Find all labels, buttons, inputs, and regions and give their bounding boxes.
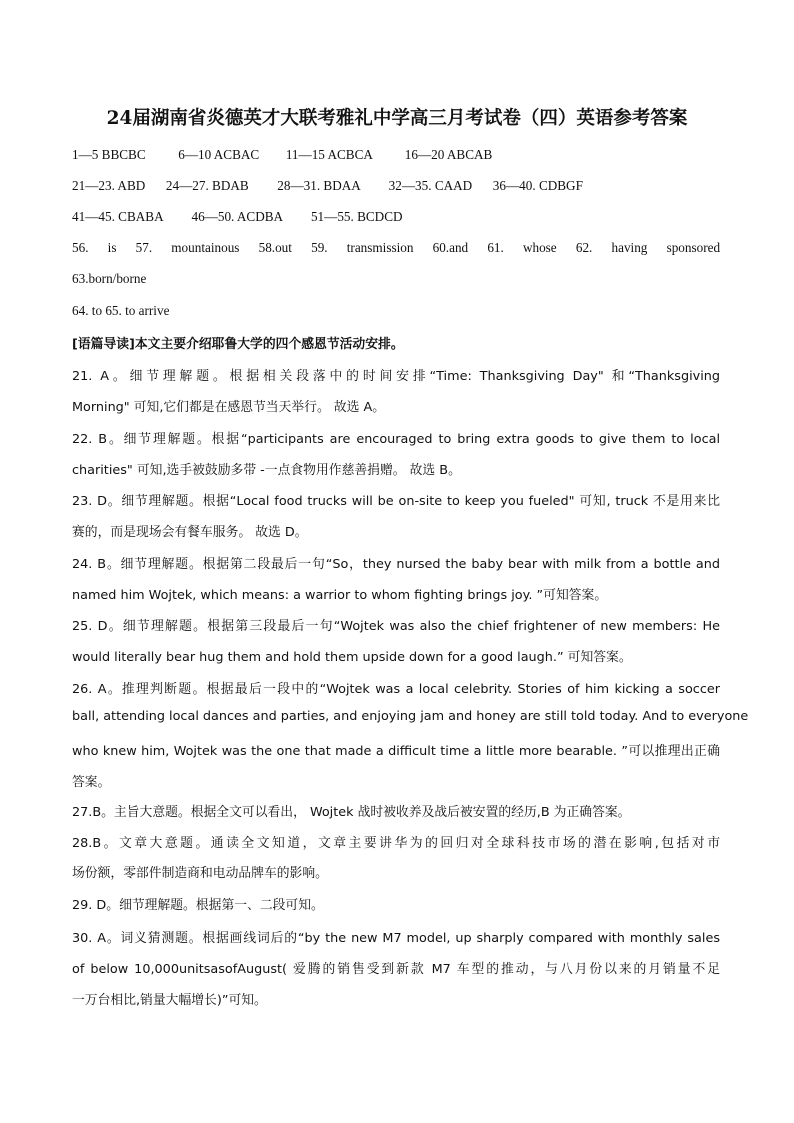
answer-group: 46—50. ACDBA [191,209,283,224]
explanation-1-line-2: Morning" 可知,它们都是在感恩节当天举行。 故选 A。 [72,400,386,415]
explanation-6-line-2: ball, attending local dances and parties, and enjoying jam and honey are still told today. And to everyone [72,709,749,724]
explanation-6-line-1: 26. A。推理判断题。根据最后一段中的“Wojtek was a local celebrity. Stories of him kicking a soccer [72,682,720,697]
explanation-8-line-1: 28.B。文章大意题。通读全文知道，文章主要讲华为的回归对全球科技市场的潜在影响,包括对市 [72,836,720,851]
answer-group: 16—20 ABCAB [404,147,493,162]
answer-row-1 [72,147,492,163]
explanation-1-line-1: 21. A。细节理解题。根据相关段落中的时间安排“Time: Thanksgiving Day" 和“Thanksgiving [72,369,720,384]
explanation-7-line-1: 27.B。主旨大意题。根据全文可以看出， Wojtek 战时被收养及战后被安置的经历,B 为正确答案。 [72,805,631,820]
answer-group: 36—40. CDBGF [492,178,583,193]
explanation-5-line-1: 25. D。细节理解题。根据第三段最后一句“Wojtek was also the chief frightener of new members: He [72,619,720,634]
answer-row-2 [72,178,583,194]
explanation-4-line-1: 24. B。细节理解题。根据第二段最后一句“So，they nursed the baby bear with milk from a bottle and [72,557,720,572]
explanation-6-line-4: 答案。 [72,775,111,790]
grammar-fill-line-1: 56. is 57. mountainous 58.out 59. transmission 60.and 61. whose 62. having sponsored [72,240,721,255]
explanation-9-line-1: 29. D。细节理解题。根据第一、二段可知。 [72,898,324,913]
explanation-2-line-2: charities" 可知,选手被鼓励多带 -一点食物用作慈善捐赠。 故选 B。 [72,463,461,478]
answer-group: 24—27. BDAB [165,178,249,193]
answer-group: 11—15 ACBCA [285,147,373,162]
answer-group: 21—23. ABD [72,178,146,193]
grammar-fill-line-3: 64. to 65. to arrive [72,303,170,318]
grammar-fill-line-2: 63.born/borne [72,271,147,286]
explanation-5-line-2: would literally bear hug them and hold them upside down for a good laugh.” 可知答案。 [72,650,632,665]
explanation-8-line-2: 场份额，零部件制造商和电动品牌车的影响。 [72,866,328,881]
answer-group: 28—31. BDAA [277,178,361,193]
passage-intro: [语篇导读]本文主要介绍耶鲁大学的四个感恩节活动安排。 [72,337,404,352]
explanation-6-line-3: who knew him, Wojtek was the one that made a difficult time a little more bearable. ”可以推理出正确 [72,744,720,759]
explanation-10-line-1: 30. A。词义猜测题。根据画线词后的“by the new M7 model, up sharply compared with monthly sales [72,931,720,946]
document-title: 24届湖南省炎德英才大联考雅礼中学高三月考试卷（四）英语参考答案 [106,108,688,129]
explanation-10-line-3: 一万台相比,销量大幅增长)”可知。 [72,993,267,1008]
answer-group: 1—5 BBCBC [72,147,146,162]
explanation-3-line-1: 23. D。细节理解题。根据“Local food trucks will be on-site to keep you fueled" 可知, truck 不是用来比 [72,494,720,509]
explanation-3-line-2: 赛的，而是现场会有餐车服务。 故选 D。 [72,525,308,540]
explanation-2-line-1: 22. B。细节理解题。根据“participants are encouraged to bring extra goods to give them to local [72,432,720,447]
answer-group: 32—35. CAAD [388,178,473,193]
answer-row-3 [72,209,403,225]
answer-group: 6—10 ACBAC [178,147,260,162]
explanation-10-line-2: of below 10,000unitsasofAugust( 爱腾的销售受到新款 M7 车型的推动，与八月份以来的月销量不足 [72,962,720,977]
answer-group: 41—45. CBABA [72,209,163,224]
explanation-4-line-2: named him Wojtek, which means: a warrior to whom fighting brings joy. ”可知答案。 [72,588,608,603]
answer-group: 51—55. BCDCD [310,209,403,224]
